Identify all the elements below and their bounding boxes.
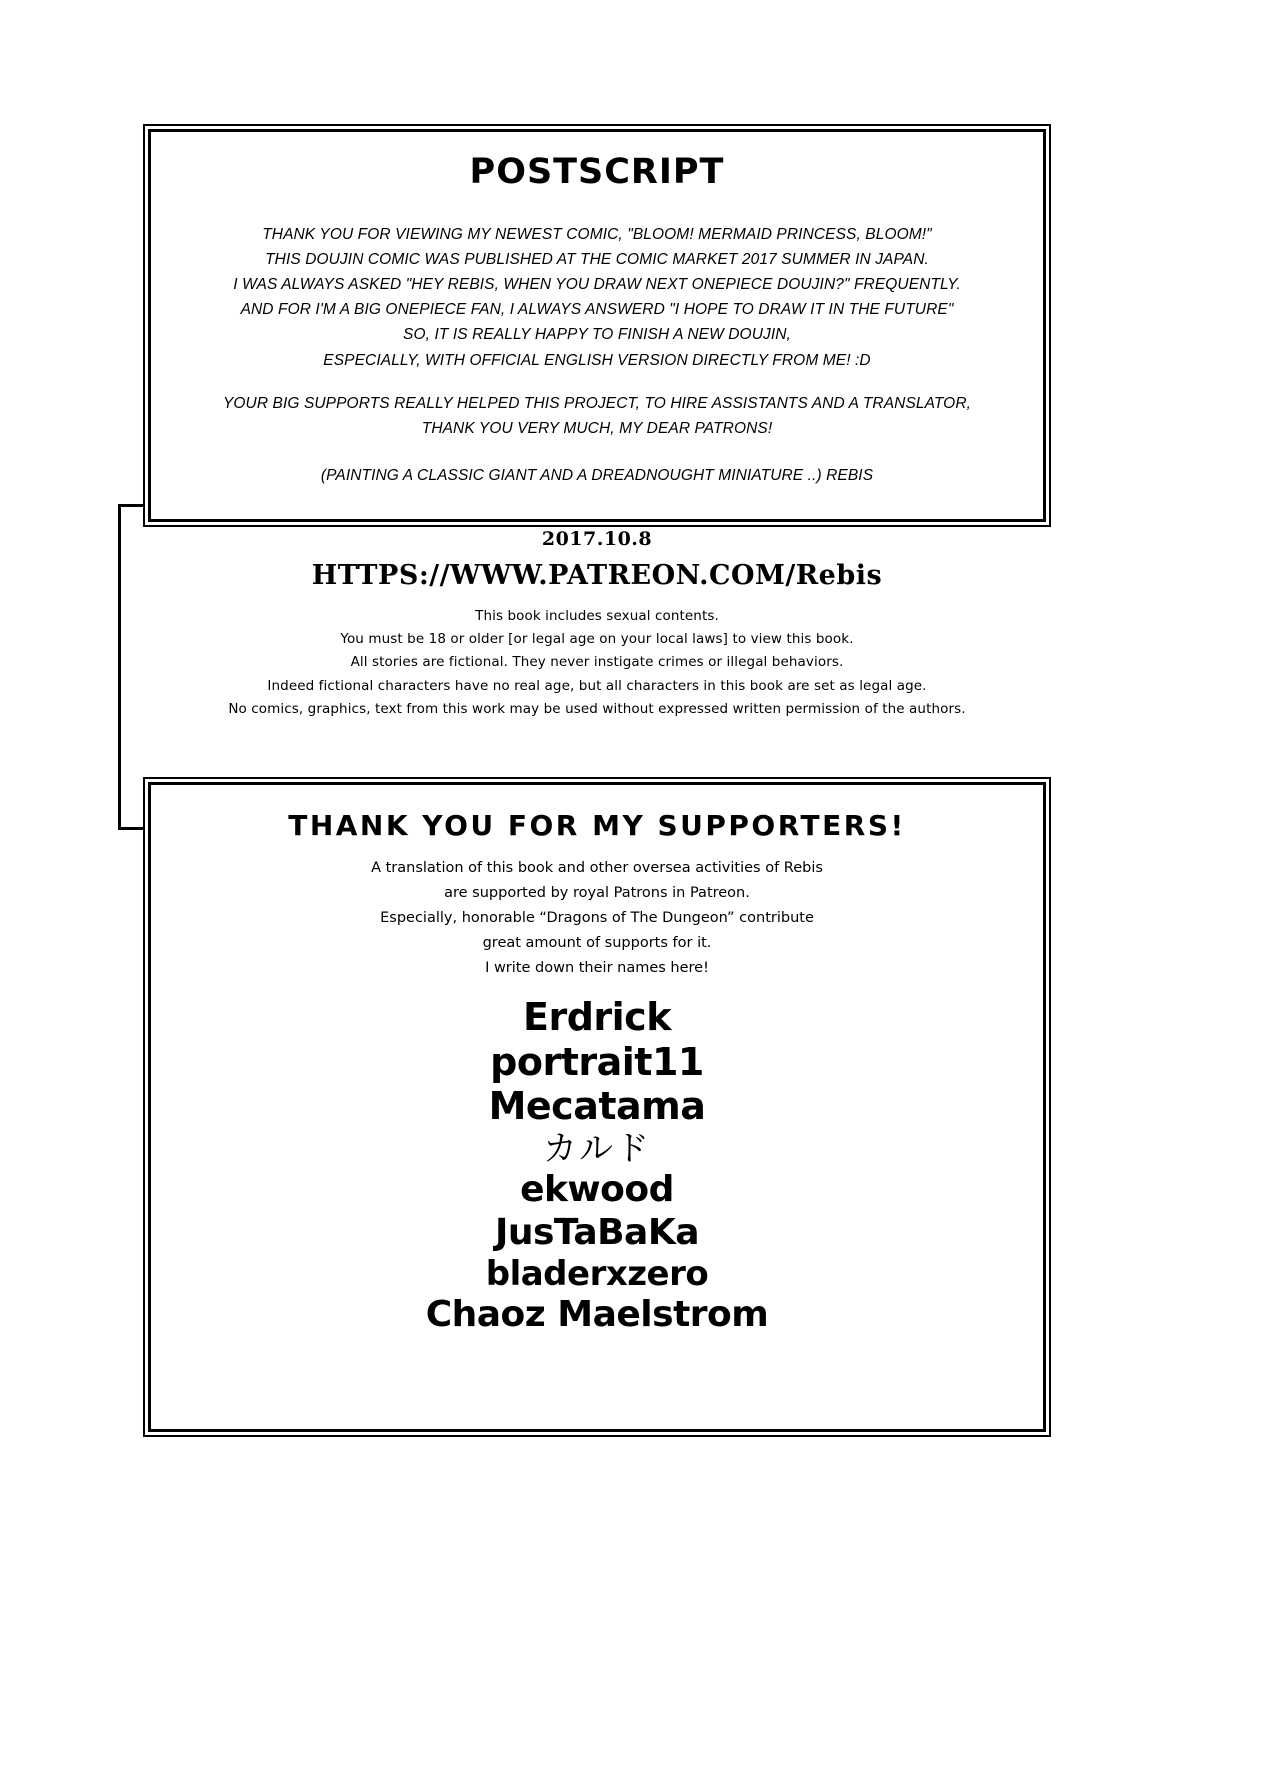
postscript-line: I WAS ALWAYS ASKED "HEY REBIS, WHEN YOU DRAW NEXT ONEPIECE DOUJIN?" FREQUENTLY. — [233, 276, 961, 294]
postscript-signature: (PAINTING A CLASSIC GIANT AND A DREADNOUGHT MINIATURE ..) REBIS — [320, 466, 874, 484]
supporter-name: portrait11 — [490, 1039, 704, 1084]
postscript-paragraph-2 — [151, 391, 1043, 441]
patreon-url[interactable]: HTTPS://WWW.PATREON.COM/Rebis — [311, 560, 883, 591]
postscript-line: THANK YOU VERY MUCH, MY DEAR PATRONS! — [421, 419, 773, 437]
supporter-name: bladerxzero — [485, 1254, 709, 1295]
legal-line: Indeed fictional characters have no real age, but all characters in this book are set as legal age. — [267, 677, 927, 694]
postscript-paragraph-1 — [151, 222, 1043, 373]
supporters-description-line: A translation of this book and other oversea activities of Rebis — [371, 860, 823, 876]
supporter-name: Chaoz Maelstrom — [425, 1294, 769, 1336]
supporters-description-line: Especially, honorable “Dragons of The Dungeon” contribute — [380, 909, 814, 926]
legal-line: You must be 18 or older [or legal age on your local laws] to view this book. — [340, 631, 854, 648]
publication-date: 2017.10.8 — [541, 528, 653, 550]
supporters-panel — [148, 782, 1046, 1432]
supporter-name: JusTaBaKa — [494, 1211, 700, 1253]
postscript-line: SO, IT IS REALLY HAPPY TO FINISH A NEW DOUJIN, — [403, 326, 791, 344]
imprint-block — [148, 528, 1046, 721]
supporters-description-line: great amount of supports for it. — [482, 934, 712, 951]
postscript-title: POSTSCRIPT — [469, 152, 725, 192]
postscript-line: ESPECIALLY, WITH OFFICIAL ENGLISH VERSION DIRECTLY FROM ME! :D — [323, 351, 871, 369]
postscript-line: THANK YOU FOR VIEWING MY NEWEST COMIC, "BLOOM! MERMAID PRINCESS, BLOOM!" — [262, 226, 932, 243]
supporter-name: ekwood — [520, 1169, 674, 1211]
supporters-description — [151, 856, 1043, 981]
postscript-line: YOUR BIG SUPPORTS REALLY HELPED THIS PROJECT, TO HIRE ASSISTANTS AND A TRANSLATOR, — [222, 394, 972, 412]
postscript-panel — [148, 129, 1046, 522]
supporters-description-line: I write down their names here! — [485, 959, 709, 976]
supporter-name: Erdrick — [523, 994, 671, 1039]
postscript-line: AND FOR I'M A BIG ONEPIECE FAN, I ALWAYS ANSWERD "I HOPE TO DRAW IT IN THE FUTURE" — [240, 301, 954, 319]
postscript-body — [151, 222, 1043, 488]
legal-line: This book includes sexual contents. — [475, 608, 719, 624]
legal-line: All stories are fictional. They never instigate crimes or illegal behaviors. — [350, 654, 844, 671]
supporter-name: カルド — [543, 1129, 651, 1170]
supporter-name: Mecatama — [488, 1084, 706, 1129]
postscript-line: THIS DOUJIN COMIC WAS PUBLISHED AT THE COMIC MARKET 2017 SUMMER IN JAPAN. — [265, 251, 929, 269]
legal-notice — [148, 605, 1046, 721]
supporter-name-list — [151, 995, 1043, 1337]
legal-line: No comics, graphics, text from this work may be used without expressed written permission of the authors. — [228, 700, 966, 717]
supporters-description-line: are supported by royal Patrons in Patreon. — [444, 884, 750, 901]
supporters-title: THANK YOU FOR MY SUPPORTERS! — [288, 809, 906, 842]
